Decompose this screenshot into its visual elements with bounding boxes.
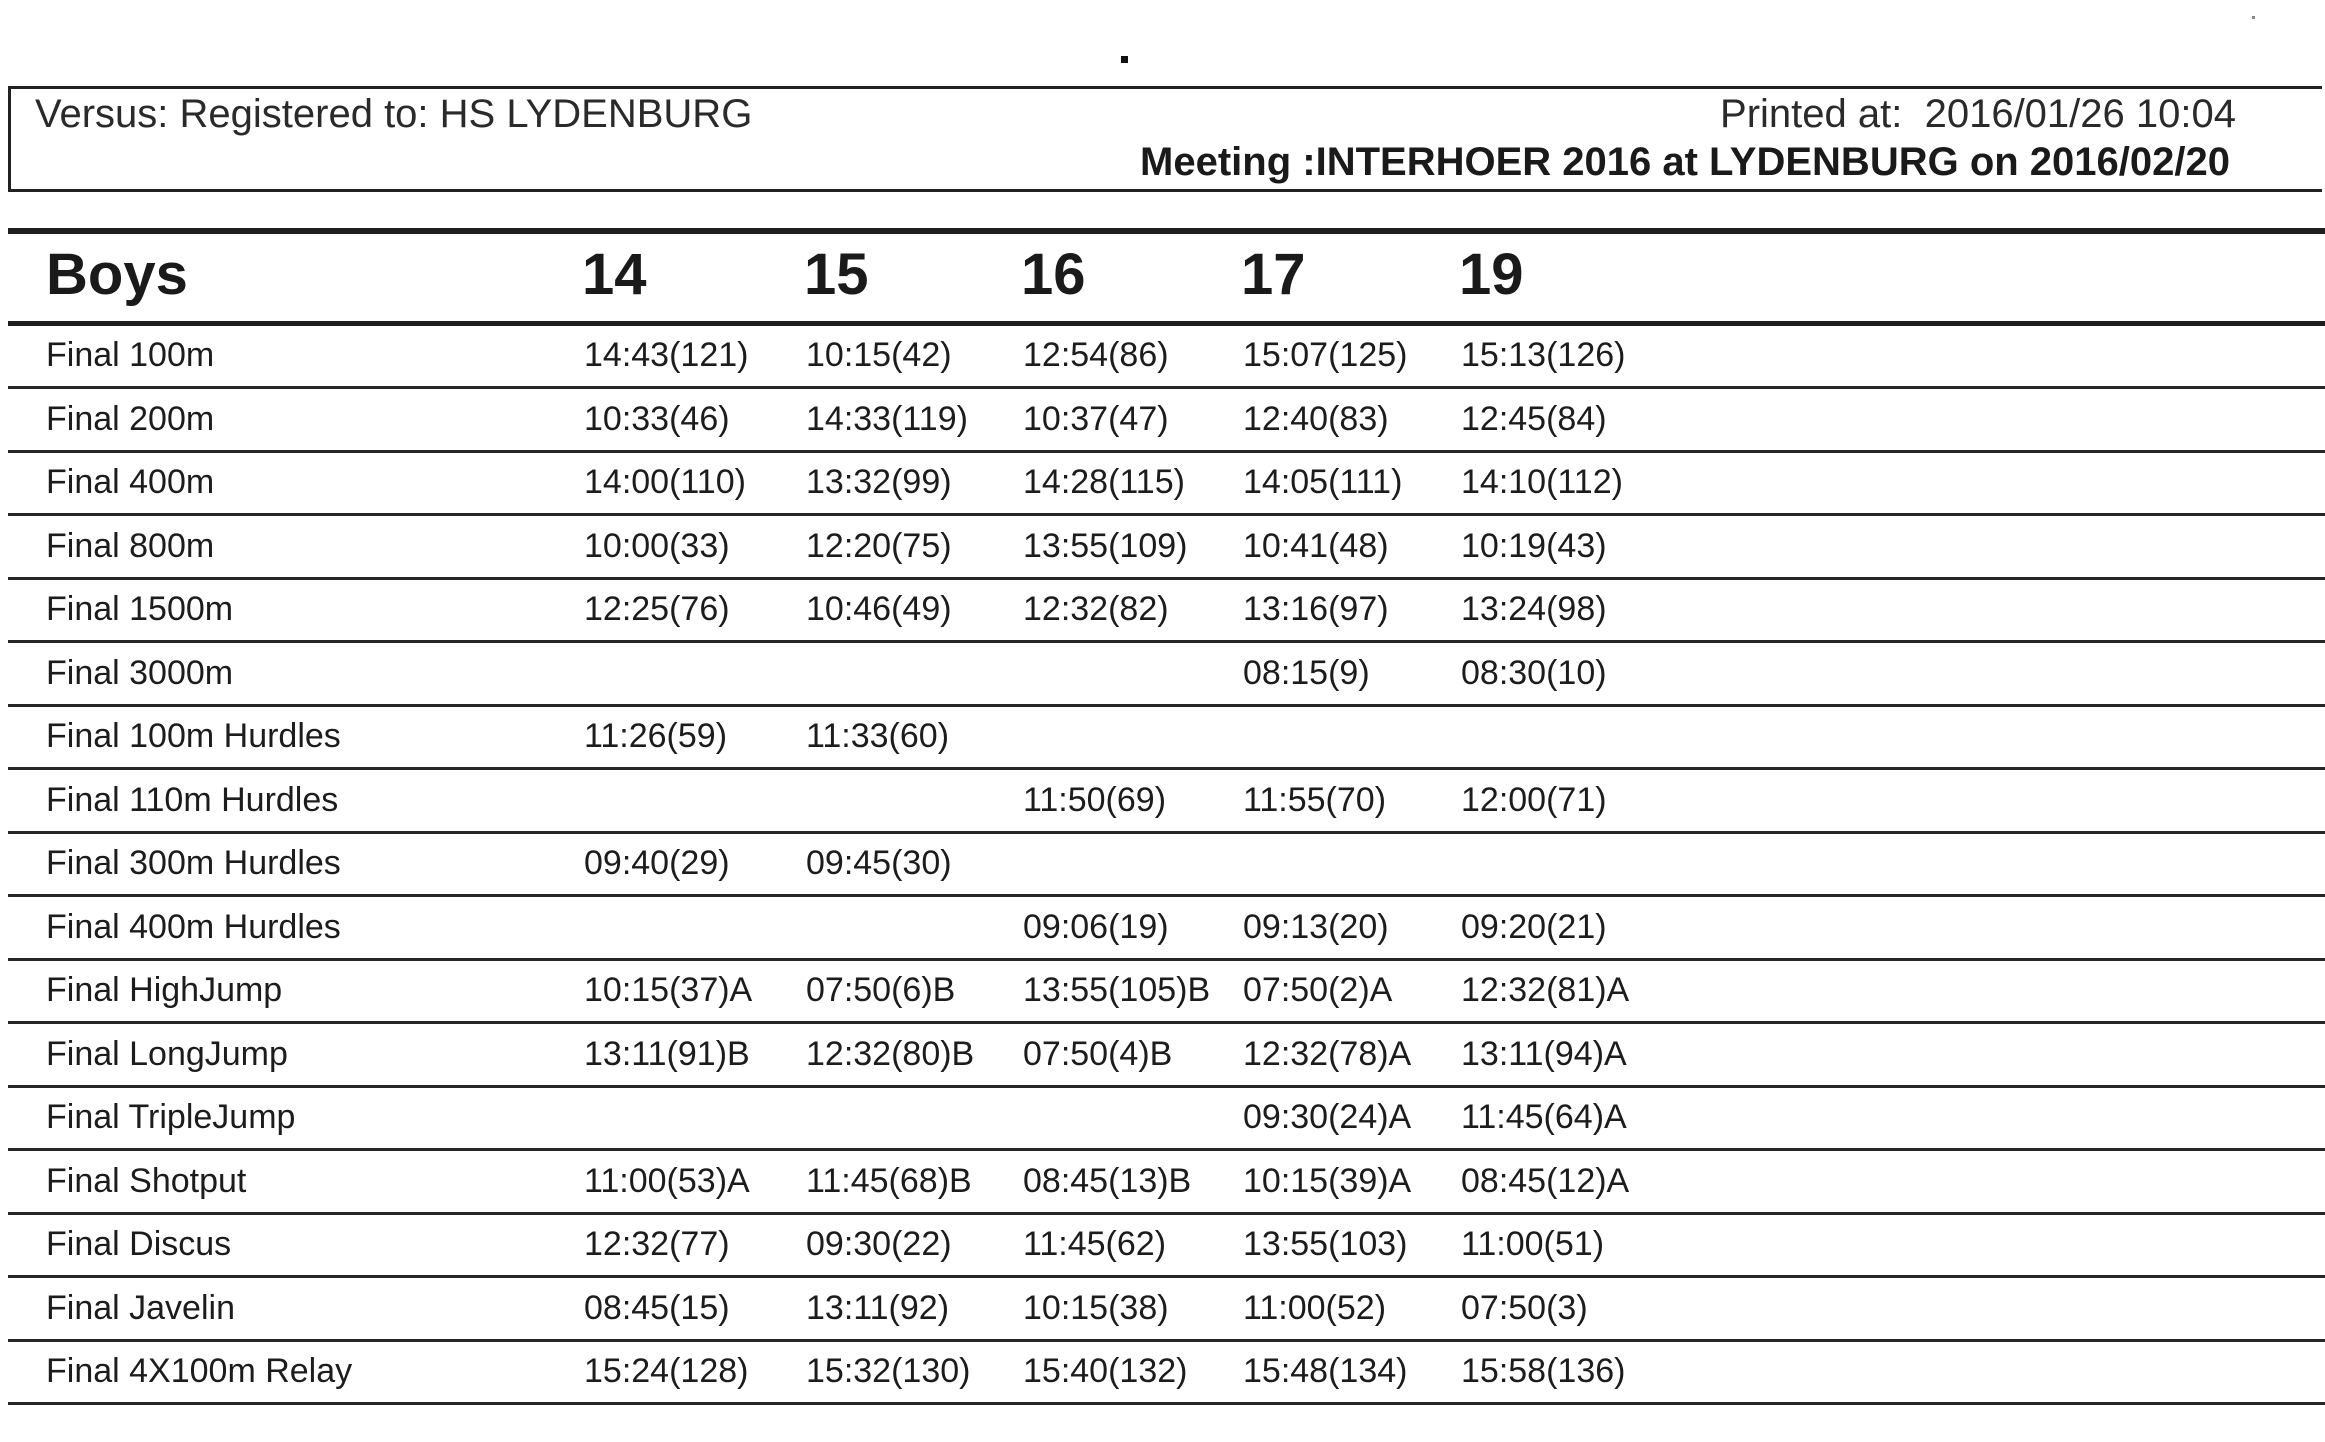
column-header-16: 16 — [1021, 242, 1086, 307]
time-cell-16: 12:32(82) — [1023, 590, 1169, 628]
column-header-15: 15 — [804, 242, 869, 307]
time-cell-15: 14:33(119) — [806, 399, 968, 438]
time-cell-16: 10:15(38) — [1023, 1288, 1169, 1327]
time-cell-19: 10:19(43) — [1461, 526, 1607, 565]
time-cell-15: 12:20(75) — [806, 526, 952, 565]
time-cell-19: 07:50(3) — [1461, 1288, 1588, 1327]
time-cell-15: 13:11(92) — [806, 1288, 950, 1327]
time-cell-17: 09:13(20) — [1243, 907, 1389, 946]
time-cell-19: 14:10(112) — [1461, 463, 1623, 501]
time-cell-15: 12:32(80)B — [806, 1034, 975, 1073]
time-cell-17: 11:00(52) — [1243, 1288, 1387, 1327]
time-cell-19: 11:45(64)A — [1461, 1098, 1627, 1136]
time-cell-19: 13:11(94)A — [1461, 1034, 1627, 1073]
table-row — [0, 707, 2325, 770]
row-divider — [8, 1402, 2325, 1405]
time-cell-16: 15:40(132) — [1023, 1352, 1188, 1390]
column-header-19: 19 — [1459, 242, 1524, 307]
time-cell-19: 08:30(10) — [1461, 653, 1607, 692]
time-cell-17: 13:55(103) — [1243, 1225, 1408, 1263]
event-name-cell: Final 300m Hurdles — [46, 844, 341, 882]
event-name-cell: Final HighJump — [46, 971, 283, 1009]
event-name-cell: Final 400m Hurdles — [46, 907, 341, 946]
time-cell-15: 07:50(6)B — [806, 971, 956, 1009]
table-row — [0, 1342, 2325, 1405]
table-row — [0, 1025, 2325, 1088]
table-row — [0, 580, 2325, 643]
time-cell-16: 10:37(47) — [1023, 399, 1169, 438]
meeting-title: Meeting :INTERHOER 2016 at LYDENBURG on 2016/02/20 — [1140, 140, 2230, 184]
event-name-cell: Final 200m — [46, 399, 215, 438]
time-cell-19: 12:45(84) — [1461, 399, 1607, 438]
time-cell-14: 08:45(15) — [584, 1288, 730, 1327]
table-row — [0, 961, 2325, 1024]
time-cell-15: 15:32(130) — [806, 1352, 971, 1390]
time-cell-14: 10:15(37)A — [584, 971, 753, 1009]
time-cell-14: 13:11(91)B — [584, 1034, 750, 1073]
time-cell-15: 09:30(22) — [806, 1225, 952, 1263]
column-header-14: 14 — [582, 242, 647, 307]
speck-mark — [1121, 56, 1128, 63]
time-cell-14: 10:00(33) — [584, 526, 730, 565]
time-cell-14: 11:00(53)A — [584, 1161, 750, 1200]
event-name-cell: Final 100m Hurdles — [46, 717, 341, 755]
column-header-17: 17 — [1241, 242, 1306, 307]
table-row — [0, 390, 2325, 453]
time-cell-16: 11:50(69) — [1023, 780, 1167, 819]
event-name-cell: Final 800m — [46, 526, 215, 565]
table-top-rule — [8, 228, 2325, 234]
time-cell-14: 10:33(46) — [584, 399, 730, 438]
event-name-cell: Final 1500m — [46, 590, 234, 628]
time-cell-17: 09:30(24)A — [1243, 1098, 1412, 1136]
time-cell-19: 12:00(71) — [1461, 780, 1607, 819]
table-row — [0, 898, 2325, 961]
time-cell-19: 13:24(98) — [1461, 590, 1607, 628]
column-header-boys: Boys — [46, 242, 188, 307]
time-cell-17: 10:41(48) — [1243, 526, 1389, 565]
event-name-cell: Final 3000m — [46, 653, 234, 692]
time-cell-15: 10:46(49) — [806, 590, 952, 628]
table-row — [0, 326, 2325, 389]
time-cell-19: 11:00(51) — [1461, 1225, 1605, 1263]
time-cell-14: 11:26(59) — [584, 717, 728, 755]
time-cell-14: 14:00(110) — [584, 463, 746, 501]
time-cell-17: 15:07(125) — [1243, 336, 1408, 374]
time-cell-15: 10:15(42) — [806, 336, 952, 374]
time-cell-17: 08:15(9) — [1243, 653, 1370, 692]
event-name-cell: Final TripleJump — [46, 1098, 296, 1136]
report-header — [8, 86, 2322, 192]
event-name-cell: Final Javelin — [46, 1288, 235, 1327]
time-cell-16: 08:45(13)B — [1023, 1161, 1192, 1200]
table-row — [0, 1152, 2325, 1215]
time-cell-17: 12:32(78)A — [1243, 1034, 1412, 1073]
time-cell-14: 09:40(29) — [584, 844, 730, 882]
time-cell-17: 15:48(134) — [1243, 1352, 1408, 1390]
time-cell-15: 11:45(68)B — [806, 1161, 972, 1200]
time-cell-15: 11:33(60) — [806, 717, 950, 755]
time-cell-16: 12:54(86) — [1023, 336, 1169, 374]
event-name-cell: Final 100m — [46, 336, 215, 374]
time-cell-19: 09:20(21) — [1461, 907, 1607, 946]
time-cell-17: 12:40(83) — [1243, 399, 1389, 438]
table-row — [0, 1088, 2325, 1151]
printed-at-label: Printed at: 2016/01/26 10:04 — [1720, 92, 2236, 136]
table-row — [0, 1279, 2325, 1342]
event-name-cell: Final LongJump — [46, 1034, 288, 1073]
table-row — [0, 1215, 2325, 1278]
time-cell-19: 15:13(126) — [1461, 336, 1626, 374]
speck-mark-small — [2252, 16, 2255, 19]
time-cell-17: 11:55(70) — [1243, 780, 1387, 819]
time-cell-16: 13:55(105)B — [1023, 971, 1211, 1009]
time-cell-16: 13:55(109) — [1023, 526, 1188, 565]
event-name-cell: Final 110m Hurdles — [46, 780, 339, 819]
time-cell-16: 09:06(19) — [1023, 907, 1169, 946]
time-cell-14: 12:32(77) — [584, 1225, 730, 1263]
time-cell-19: 15:58(136) — [1461, 1352, 1626, 1390]
event-name-cell: Final Shotput — [46, 1161, 247, 1200]
time-cell-17: 10:15(39)A — [1243, 1161, 1412, 1200]
time-cell-17: 07:50(2)A — [1243, 971, 1393, 1009]
time-cell-14: 14:43(121) — [584, 336, 749, 374]
time-cell-14: 15:24(128) — [584, 1352, 749, 1390]
time-cell-16: 11:45(62) — [1023, 1225, 1167, 1263]
table-row — [0, 453, 2325, 516]
table-row — [0, 644, 2325, 707]
time-cell-16: 07:50(4)B — [1023, 1034, 1173, 1073]
event-name-cell: Final Discus — [46, 1225, 232, 1263]
time-cell-19: 08:45(12)A — [1461, 1161, 1630, 1200]
time-cell-15: 13:32(99) — [806, 463, 952, 501]
table-row — [0, 834, 2325, 897]
time-cell-14: 12:25(76) — [584, 590, 730, 628]
table-row — [0, 771, 2325, 834]
event-name-cell: Final 4X100m Relay — [46, 1352, 353, 1390]
versus-label: Versus: Registered to: HS LYDENBURG — [35, 92, 753, 136]
time-cell-16: 14:28(115) — [1023, 463, 1185, 501]
time-cell-19: 12:32(81)A — [1461, 971, 1630, 1009]
time-cell-17: 13:16(97) — [1243, 590, 1389, 628]
event-name-cell: Final 400m — [46, 463, 215, 501]
time-cell-15: 09:45(30) — [806, 844, 952, 882]
table-row — [0, 517, 2325, 580]
time-cell-17: 14:05(111) — [1243, 463, 1403, 501]
